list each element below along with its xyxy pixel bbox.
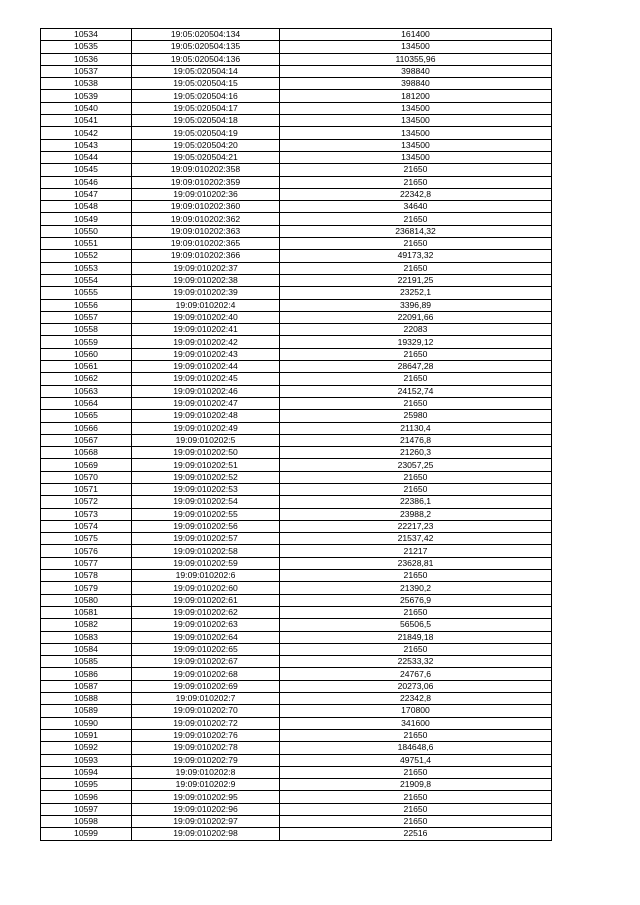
value-cell: 22342,8 xyxy=(280,188,552,200)
cadastral-number-cell: 19:05:020504:135 xyxy=(132,41,280,53)
cadastral-number-cell: 19:09:010202:42 xyxy=(132,336,280,348)
cadastral-number-cell: 19:05:020504:18 xyxy=(132,115,280,127)
cadastral-number-cell: 19:09:010202:362 xyxy=(132,213,280,225)
table-row xyxy=(41,397,552,409)
value-cell: 170800 xyxy=(280,705,552,717)
row-number-cell: 10557 xyxy=(41,311,132,323)
cadastral-number-cell: 19:05:020504:15 xyxy=(132,78,280,90)
cadastral-number-cell: 19:09:010202:40 xyxy=(132,311,280,323)
row-number-cell: 10537 xyxy=(41,65,132,77)
row-number-cell: 10571 xyxy=(41,483,132,495)
value-cell: 23057,25 xyxy=(280,459,552,471)
value-cell: 181200 xyxy=(280,90,552,102)
cadastral-number-cell: 19:05:020504:20 xyxy=(132,139,280,151)
cadastral-number-cell: 19:09:010202:36 xyxy=(132,188,280,200)
row-number-cell: 10553 xyxy=(41,262,132,274)
cadastral-number-cell: 19:09:010202:53 xyxy=(132,483,280,495)
value-cell: 21650 xyxy=(280,471,552,483)
table-row xyxy=(41,90,552,102)
value-cell: 22386,1 xyxy=(280,496,552,508)
value-cell: 22217,23 xyxy=(280,520,552,532)
cadastral-number-cell: 19:09:010202:96 xyxy=(132,803,280,815)
value-cell: 134500 xyxy=(280,115,552,127)
table-row xyxy=(41,78,552,90)
value-cell: 134500 xyxy=(280,151,552,163)
table-row xyxy=(41,791,552,803)
cadastral-number-cell: 19:09:010202:58 xyxy=(132,545,280,557)
table-row xyxy=(41,65,552,77)
value-cell: 22533,32 xyxy=(280,656,552,668)
row-number-cell: 10599 xyxy=(41,828,132,840)
cadastral-number-cell: 19:09:010202:363 xyxy=(132,225,280,237)
cadastral-number-cell: 19:09:010202:6 xyxy=(132,570,280,582)
row-number-cell: 10597 xyxy=(41,803,132,815)
cadastral-number-cell: 19:09:010202:9 xyxy=(132,779,280,791)
value-cell: 134500 xyxy=(280,41,552,53)
table-row xyxy=(41,287,552,299)
table-row xyxy=(41,311,552,323)
table-row xyxy=(41,717,552,729)
row-number-cell: 10547 xyxy=(41,188,132,200)
value-cell: 21650 xyxy=(280,164,552,176)
cadastral-number-cell: 19:09:010202:5 xyxy=(132,434,280,446)
value-cell: 21650 xyxy=(280,348,552,360)
cadastral-number-cell: 19:09:010202:56 xyxy=(132,520,280,532)
value-cell: 21650 xyxy=(280,397,552,409)
value-cell: 56506,5 xyxy=(280,619,552,631)
table-row xyxy=(41,299,552,311)
row-number-cell: 10543 xyxy=(41,139,132,151)
row-number-cell: 10593 xyxy=(41,754,132,766)
table-row xyxy=(41,619,552,631)
value-cell: 134500 xyxy=(280,139,552,151)
table-row xyxy=(41,41,552,53)
cadastral-number-cell: 19:09:010202:97 xyxy=(132,816,280,828)
table-row xyxy=(41,754,552,766)
row-number-cell: 10549 xyxy=(41,213,132,225)
table-row xyxy=(41,533,552,545)
table-row xyxy=(41,262,552,274)
table-row xyxy=(41,631,552,643)
table-row xyxy=(41,29,552,41)
cadastral-number-cell: 19:09:010202:358 xyxy=(132,164,280,176)
row-number-cell: 10575 xyxy=(41,533,132,545)
row-number-cell: 10534 xyxy=(41,29,132,41)
table-row xyxy=(41,656,552,668)
row-number-cell: 10567 xyxy=(41,434,132,446)
cadastral-number-cell: 19:09:010202:54 xyxy=(132,496,280,508)
cadastral-number-cell: 19:09:010202:360 xyxy=(132,201,280,213)
table-row xyxy=(41,766,552,778)
row-number-cell: 10556 xyxy=(41,299,132,311)
cadastral-number-cell: 19:09:010202:79 xyxy=(132,754,280,766)
table-row xyxy=(41,447,552,459)
row-number-cell: 10598 xyxy=(41,816,132,828)
cadastral-number-cell: 19:09:010202:47 xyxy=(132,397,280,409)
row-number-cell: 10562 xyxy=(41,373,132,385)
row-number-cell: 10570 xyxy=(41,471,132,483)
row-number-cell: 10572 xyxy=(41,496,132,508)
value-cell: 21650 xyxy=(280,213,552,225)
table-row xyxy=(41,729,552,741)
cadastral-number-cell: 19:09:010202:62 xyxy=(132,606,280,618)
row-number-cell: 10535 xyxy=(41,41,132,53)
cadastral-number-cell: 19:09:010202:8 xyxy=(132,766,280,778)
cadastral-number-cell: 19:09:010202:70 xyxy=(132,705,280,717)
row-number-cell: 10541 xyxy=(41,115,132,127)
row-number-cell: 10552 xyxy=(41,250,132,262)
value-cell: 24152,74 xyxy=(280,385,552,397)
cadastral-number-cell: 19:09:010202:48 xyxy=(132,410,280,422)
cadastral-number-cell: 19:05:020504:134 xyxy=(132,29,280,41)
value-cell: 21650 xyxy=(280,238,552,250)
table-row xyxy=(41,176,552,188)
row-number-cell: 10586 xyxy=(41,668,132,680)
value-cell: 21650 xyxy=(280,373,552,385)
row-number-cell: 10539 xyxy=(41,90,132,102)
cadastral-number-cell: 19:09:010202:51 xyxy=(132,459,280,471)
value-cell: 21650 xyxy=(280,643,552,655)
table-row xyxy=(41,115,552,127)
table-row xyxy=(41,422,552,434)
row-number-cell: 10574 xyxy=(41,520,132,532)
cadastral-number-cell: 19:09:010202:49 xyxy=(132,422,280,434)
row-number-cell: 10581 xyxy=(41,606,132,618)
value-cell: 23628,81 xyxy=(280,557,552,569)
cadastral-number-cell: 19:09:010202:43 xyxy=(132,348,280,360)
table-row xyxy=(41,594,552,606)
table-row xyxy=(41,139,552,151)
cadastral-number-cell: 19:09:010202:55 xyxy=(132,508,280,520)
row-number-cell: 10582 xyxy=(41,619,132,631)
row-number-cell: 10550 xyxy=(41,225,132,237)
cadastral-number-cell: 19:09:010202:45 xyxy=(132,373,280,385)
value-cell: 161400 xyxy=(280,29,552,41)
row-number-cell: 10585 xyxy=(41,656,132,668)
row-number-cell: 10583 xyxy=(41,631,132,643)
row-number-cell: 10564 xyxy=(41,397,132,409)
row-number-cell: 10578 xyxy=(41,570,132,582)
cadastral-number-cell: 19:09:010202:366 xyxy=(132,250,280,262)
row-number-cell: 10569 xyxy=(41,459,132,471)
cadastral-number-cell: 19:09:010202:98 xyxy=(132,828,280,840)
cadastral-number-cell: 19:09:010202:64 xyxy=(132,631,280,643)
table-row xyxy=(41,680,552,692)
table-row xyxy=(41,483,552,495)
cadastral-number-cell: 19:05:020504:17 xyxy=(132,102,280,114)
table-row xyxy=(41,643,552,655)
table-row xyxy=(41,102,552,114)
table-row xyxy=(41,188,552,200)
row-number-cell: 10577 xyxy=(41,557,132,569)
table-row xyxy=(41,274,552,286)
row-number-cell: 10594 xyxy=(41,766,132,778)
cadastral-number-cell: 19:09:010202:78 xyxy=(132,742,280,754)
value-cell: 21909,8 xyxy=(280,779,552,791)
cadastral-number-cell: 19:09:010202:65 xyxy=(132,643,280,655)
table-row xyxy=(41,693,552,705)
value-cell: 21849,18 xyxy=(280,631,552,643)
table-row xyxy=(41,434,552,446)
table-row xyxy=(41,151,552,163)
row-number-cell: 10573 xyxy=(41,508,132,520)
cadastral-number-cell: 19:09:010202:68 xyxy=(132,668,280,680)
cadastral-number-cell: 19:09:010202:50 xyxy=(132,447,280,459)
value-cell: 22091,66 xyxy=(280,311,552,323)
table-row xyxy=(41,828,552,840)
row-number-cell: 10538 xyxy=(41,78,132,90)
table-row xyxy=(41,779,552,791)
row-number-cell: 10565 xyxy=(41,410,132,422)
value-cell: 134500 xyxy=(280,127,552,139)
cadastral-value-table xyxy=(40,28,552,841)
value-cell: 184648,6 xyxy=(280,742,552,754)
row-number-cell: 10592 xyxy=(41,742,132,754)
table-row xyxy=(41,238,552,250)
row-number-cell: 10584 xyxy=(41,643,132,655)
cadastral-number-cell: 19:09:010202:60 xyxy=(132,582,280,594)
value-cell: 110355,96 xyxy=(280,53,552,65)
row-number-cell: 10566 xyxy=(41,422,132,434)
value-cell: 134500 xyxy=(280,102,552,114)
table-row xyxy=(41,545,552,557)
table-row xyxy=(41,520,552,532)
row-number-cell: 10589 xyxy=(41,705,132,717)
value-cell: 21476,8 xyxy=(280,434,552,446)
cadastral-number-cell: 19:09:010202:76 xyxy=(132,729,280,741)
table-row xyxy=(41,705,552,717)
cadastral-number-cell: 19:09:010202:72 xyxy=(132,717,280,729)
table-row xyxy=(41,606,552,618)
table-row xyxy=(41,471,552,483)
value-cell: 21217 xyxy=(280,545,552,557)
value-cell: 34640 xyxy=(280,201,552,213)
row-number-cell: 10545 xyxy=(41,164,132,176)
table-row xyxy=(41,410,552,422)
value-cell: 22191,25 xyxy=(280,274,552,286)
row-number-cell: 10544 xyxy=(41,151,132,163)
row-number-cell: 10559 xyxy=(41,336,132,348)
table-row xyxy=(41,336,552,348)
table-row xyxy=(41,213,552,225)
cadastral-number-cell: 19:09:010202:365 xyxy=(132,238,280,250)
cadastral-number-cell: 19:05:020504:136 xyxy=(132,53,280,65)
value-cell: 21130,4 xyxy=(280,422,552,434)
value-cell: 25980 xyxy=(280,410,552,422)
cadastral-number-cell: 19:09:010202:95 xyxy=(132,791,280,803)
cadastral-number-cell: 19:09:010202:38 xyxy=(132,274,280,286)
table-row xyxy=(41,582,552,594)
value-cell: 3396,89 xyxy=(280,299,552,311)
row-number-cell: 10546 xyxy=(41,176,132,188)
cadastral-number-cell: 19:09:010202:67 xyxy=(132,656,280,668)
table-row xyxy=(41,508,552,520)
cadastral-number-cell: 19:09:010202:46 xyxy=(132,385,280,397)
row-number-cell: 10590 xyxy=(41,717,132,729)
value-cell: 21650 xyxy=(280,483,552,495)
value-cell: 22516 xyxy=(280,828,552,840)
row-number-cell: 10568 xyxy=(41,447,132,459)
cadastral-number-cell: 19:09:010202:69 xyxy=(132,680,280,692)
row-number-cell: 10561 xyxy=(41,361,132,373)
cadastral-number-cell: 19:05:020504:19 xyxy=(132,127,280,139)
table-row xyxy=(41,250,552,262)
value-cell: 19329,12 xyxy=(280,336,552,348)
value-cell: 21650 xyxy=(280,816,552,828)
value-cell: 21650 xyxy=(280,729,552,741)
cadastral-number-cell: 19:09:010202:57 xyxy=(132,533,280,545)
table-row xyxy=(41,164,552,176)
cadastral-number-cell: 19:09:010202:4 xyxy=(132,299,280,311)
row-number-cell: 10540 xyxy=(41,102,132,114)
row-number-cell: 10560 xyxy=(41,348,132,360)
row-number-cell: 10580 xyxy=(41,594,132,606)
cadastral-number-cell: 19:05:020504:16 xyxy=(132,90,280,102)
row-number-cell: 10587 xyxy=(41,680,132,692)
table-row xyxy=(41,53,552,65)
table-row xyxy=(41,348,552,360)
table-row xyxy=(41,324,552,336)
cadastral-number-cell: 19:09:010202:37 xyxy=(132,262,280,274)
value-cell: 21650 xyxy=(280,791,552,803)
row-number-cell: 10536 xyxy=(41,53,132,65)
value-cell: 21650 xyxy=(280,176,552,188)
table-row xyxy=(41,570,552,582)
value-cell: 398840 xyxy=(280,65,552,77)
table-row xyxy=(41,225,552,237)
row-number-cell: 10588 xyxy=(41,693,132,705)
cadastral-number-cell: 19:09:010202:63 xyxy=(132,619,280,631)
table-row xyxy=(41,373,552,385)
table-row xyxy=(41,557,552,569)
value-cell: 23252,1 xyxy=(280,287,552,299)
row-number-cell: 10579 xyxy=(41,582,132,594)
row-number-cell: 10554 xyxy=(41,274,132,286)
value-cell: 21650 xyxy=(280,766,552,778)
cadastral-number-cell: 19:09:010202:52 xyxy=(132,471,280,483)
table-row xyxy=(41,668,552,680)
row-number-cell: 10542 xyxy=(41,127,132,139)
row-number-cell: 10596 xyxy=(41,791,132,803)
value-cell: 22342,8 xyxy=(280,693,552,705)
value-cell: 25676,9 xyxy=(280,594,552,606)
value-cell: 49751,4 xyxy=(280,754,552,766)
value-cell: 28647,28 xyxy=(280,361,552,373)
table-row xyxy=(41,361,552,373)
row-number-cell: 10558 xyxy=(41,324,132,336)
cadastral-number-cell: 19:09:010202:359 xyxy=(132,176,280,188)
cadastral-number-cell: 19:09:010202:41 xyxy=(132,324,280,336)
value-cell: 21390,2 xyxy=(280,582,552,594)
value-cell: 21650 xyxy=(280,262,552,274)
cadastral-number-cell: 19:05:020504:21 xyxy=(132,151,280,163)
cadastral-number-cell: 19:09:010202:44 xyxy=(132,361,280,373)
row-number-cell: 10551 xyxy=(41,238,132,250)
cadastral-number-cell: 19:09:010202:59 xyxy=(132,557,280,569)
table-row xyxy=(41,385,552,397)
value-cell: 24767,6 xyxy=(280,668,552,680)
table-body xyxy=(41,29,552,841)
value-cell: 23988,2 xyxy=(280,508,552,520)
table-row xyxy=(41,803,552,815)
cadastral-number-cell: 19:05:020504:14 xyxy=(132,65,280,77)
row-number-cell: 10591 xyxy=(41,729,132,741)
value-cell: 20273,06 xyxy=(280,680,552,692)
table-row xyxy=(41,127,552,139)
row-number-cell: 10548 xyxy=(41,201,132,213)
value-cell: 21537,42 xyxy=(280,533,552,545)
value-cell: 21650 xyxy=(280,570,552,582)
row-number-cell: 10563 xyxy=(41,385,132,397)
cadastral-number-cell: 19:09:010202:61 xyxy=(132,594,280,606)
cadastral-number-cell: 19:09:010202:39 xyxy=(132,287,280,299)
value-cell: 21650 xyxy=(280,606,552,618)
value-cell: 236814,32 xyxy=(280,225,552,237)
table-row xyxy=(41,496,552,508)
row-number-cell: 10555 xyxy=(41,287,132,299)
cadastral-number-cell: 19:09:010202:7 xyxy=(132,693,280,705)
table-row xyxy=(41,201,552,213)
table-row xyxy=(41,742,552,754)
value-cell: 341600 xyxy=(280,717,552,729)
row-number-cell: 10576 xyxy=(41,545,132,557)
value-cell: 21650 xyxy=(280,803,552,815)
table-row xyxy=(41,459,552,471)
table-row xyxy=(41,816,552,828)
value-cell: 49173,32 xyxy=(280,250,552,262)
value-cell: 398840 xyxy=(280,78,552,90)
value-cell: 22083 xyxy=(280,324,552,336)
value-cell: 21260,3 xyxy=(280,447,552,459)
row-number-cell: 10595 xyxy=(41,779,132,791)
